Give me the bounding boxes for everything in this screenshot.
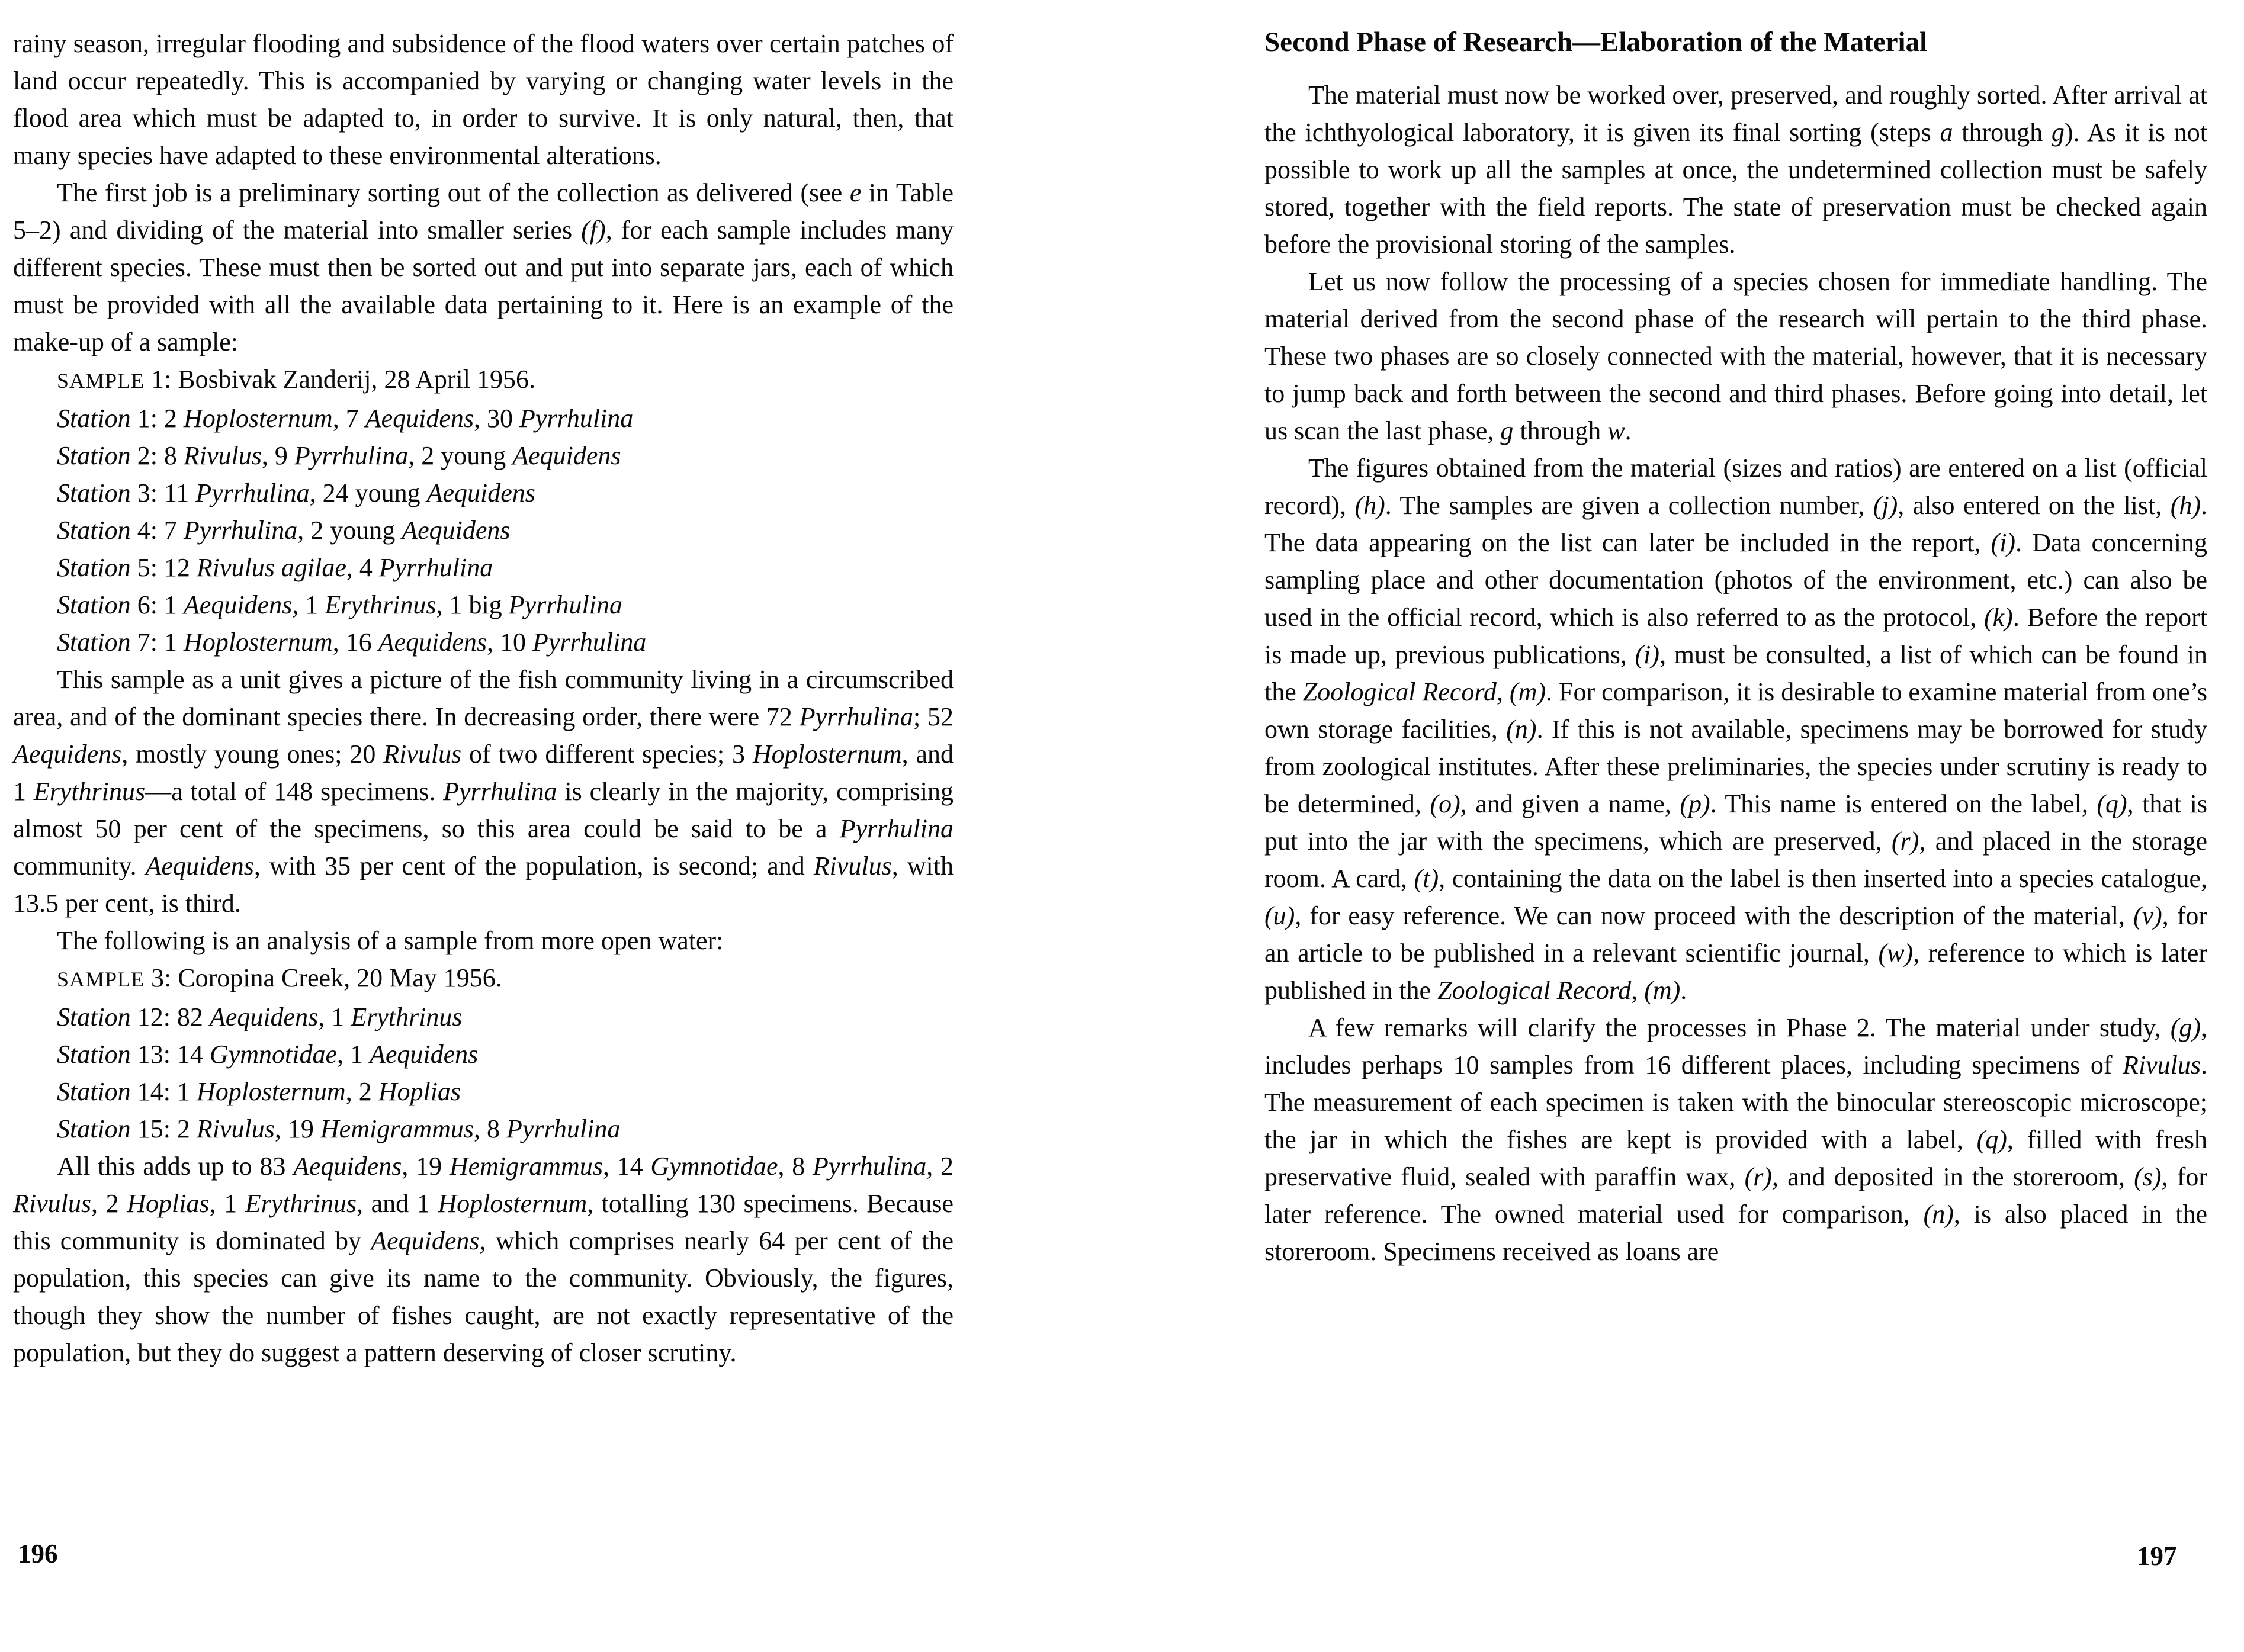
- sample-3-heading: SAMPLE 3: Coropina Creek, 20 May 1956.: [57, 963, 502, 992]
- para-material: The material must now be worked over, preserved, and roughly sorted. After arrival at the ichthyological laboratory, it is given its final sorting (steps a through g). As it is not possible to work up all the samples at once, the undetermined collection must be safely stored, together with the field reports. The state of preservation must be checked again before the provisional storing of the samples.: [1264, 81, 2207, 259]
- para-figures: The figures obtained from the material (sizes and ratios) are entered on a list (official record), (h). The samples are given a collection number, (j), also entered on the list, (h). The data appearing on the list can later be included in the report, (i). Data concerning sampling place and other documentation (photos of the environment, etc.) can also be used in the official record, which is also referred to as the protocol, (k). Before the report is made up, previous publications, (i), must be consulted, a list of which can be found in the Zoological Record, (m). For comparison, it is desirable to examine material from one’s own storage facilities, (n). If this is not available, specimens may be borrowed for study from zoological institutes. After these preliminaries, the species under scrutiny is ready to be determined, (o), and given a name, (p). This name is entered on the label, (q), that is put into the jar with the specimens, which are preserved, (r), and placed in the storage room. A card, (t), containing the data on the label is then inserted into a species catalogue, (u), for easy reference. We can now proceed with the description of the material, (v), for an article to be published in a relevant scientific journal, (w), reference to which is later published in the Zoological Record, (m).: [1264, 454, 2207, 1005]
- station-line: Station 5: 12 Rivulus agilae, 4 Pyrrhulina: [57, 553, 493, 582]
- station-line: Station 6: 1 Aequidens, 1 Erythrinus, 1 big Pyrrhulina: [57, 590, 622, 619]
- station-line: Station 13: 14 Gymnotidae, 1 Aequidens: [57, 1040, 479, 1069]
- page-number-right: 197: [2137, 1541, 2177, 1571]
- para-this-sample: This sample as a unit gives a picture of the fish community living in a circumscribed area, and of the dominant species there. In decreasing order, there were 72 Pyrrhulina; 52 Aequidens, mostly young ones; 20 Rivulus of two different species; 3 Hoplosternum, and 1 Erythrinus—a total of 148 specimens. Pyrrhulina is clearly in the majority, comprising almost 50 per cent of the specimens, so this area could be said to be a Pyrrhulina community. Aequidens, with 35 per cent of the population, is second; and Rivulus, with 13.5 per cent, is third.: [13, 665, 954, 918]
- para-continuation: rainy season, irregular flooding and subsidence of the flood waters over certain patches of land occur repeatedly. This is accompanied by varying or changing water levels in the flood area which must be adapted to, in order to survive. It is only natural, then, that many species have adapted to these environmental alterations.: [13, 29, 954, 170]
- station-line: Station 12: 82 Aequidens, 1 Erythrinus: [57, 1002, 463, 1031]
- para-remarks: A few remarks will clarify the processes in Phase 2. The material under study, (g), includes perhaps 10 samples from 16 different places, including specimens of Rivulus. The measurement of each specimen is taken with the binocular stereoscopic microscope; the jar in which the fishes are kept is provided with a label, (q), filled with fresh preservative fluid, sealed with paraffin wax, (r), and deposited in the storeroom, (s), for later reference. The owned material used for comparison, (n), is also placed in the storeroom. Specimens received as loans are: [1264, 1013, 2208, 1266]
- station-line: Station 7: 1 Hoplosternum, 16 Aequidens, 10 Pyrrhulina: [57, 628, 647, 657]
- station-line: Station 1: 2 Hoplosternum, 7 Aequidens, 30 Pyrrhulina: [57, 404, 634, 433]
- para-all-this: All this adds up to 83 Aequidens, 19 Hemigrammus, 14 Gymnotidae, 8 Pyrrhulina, 2 Rivulus, 2 Hoplias, 1 Erythrinus, and 1 Hoplosternum, totalling 130 specimens. Because this community is dominated by Aequidens, which comprises nearly 64 per cent of the population, this species can give its name to the community. Obviously, the figures, though they show the number of fishes caught, are not exactly representative of the population, but they do suggest a pattern deserving of closer scrutiny.: [13, 1152, 954, 1367]
- para-processing: Let us now follow the processing of a species chosen for immediate handling. The material derived from the second phase of the research will pertain to the third phase. These two phases are so closely connected with the material, however, that it is necessary to jump back and forth between the second and third phases. Before going into detail, let us scan the last phase, g through w.: [1264, 267, 2207, 445]
- page-number-left: 196: [18, 1539, 58, 1569]
- station-line: Station 2: 8 Rivulus, 9 Pyrrhulina, 2 young Aequidens: [57, 441, 621, 470]
- page-197: [1264, 24, 2207, 1270]
- para-first-job: The first job is a preliminary sorting out of the collection as delivered (see e in Table 5–2) and dividing of the material into smaller series (f), for each sample includes many different species. These must then be sorted out and put into separate jars, each of which must be provided with all the available data pertaining to it. Here is an example of the make-up of a sample:: [13, 178, 954, 356]
- para-following: The following is an analysis of a sample from more open water:: [57, 926, 724, 955]
- station-line: Station 14: 1 Hoplosternum, 2 Hoplias: [57, 1077, 461, 1106]
- section-heading: Second Phase of Research—Elaboration of the Material: [1264, 27, 1928, 57]
- station-line: Station 15: 2 Rivulus, 19 Hemigrammus, 8 Pyrrhulina: [57, 1114, 621, 1143]
- sample-1-heading: SAMPLE 1: Bosbivak Zanderij, 28 April 1956.: [57, 365, 535, 394]
- station-line: Station 4: 7 Pyrrhulina, 2 young Aequidens: [57, 516, 511, 545]
- station-line: Station 3: 11 Pyrrhulina, 24 young Aequidens: [57, 478, 535, 507]
- page-196: [13, 25, 954, 1371]
